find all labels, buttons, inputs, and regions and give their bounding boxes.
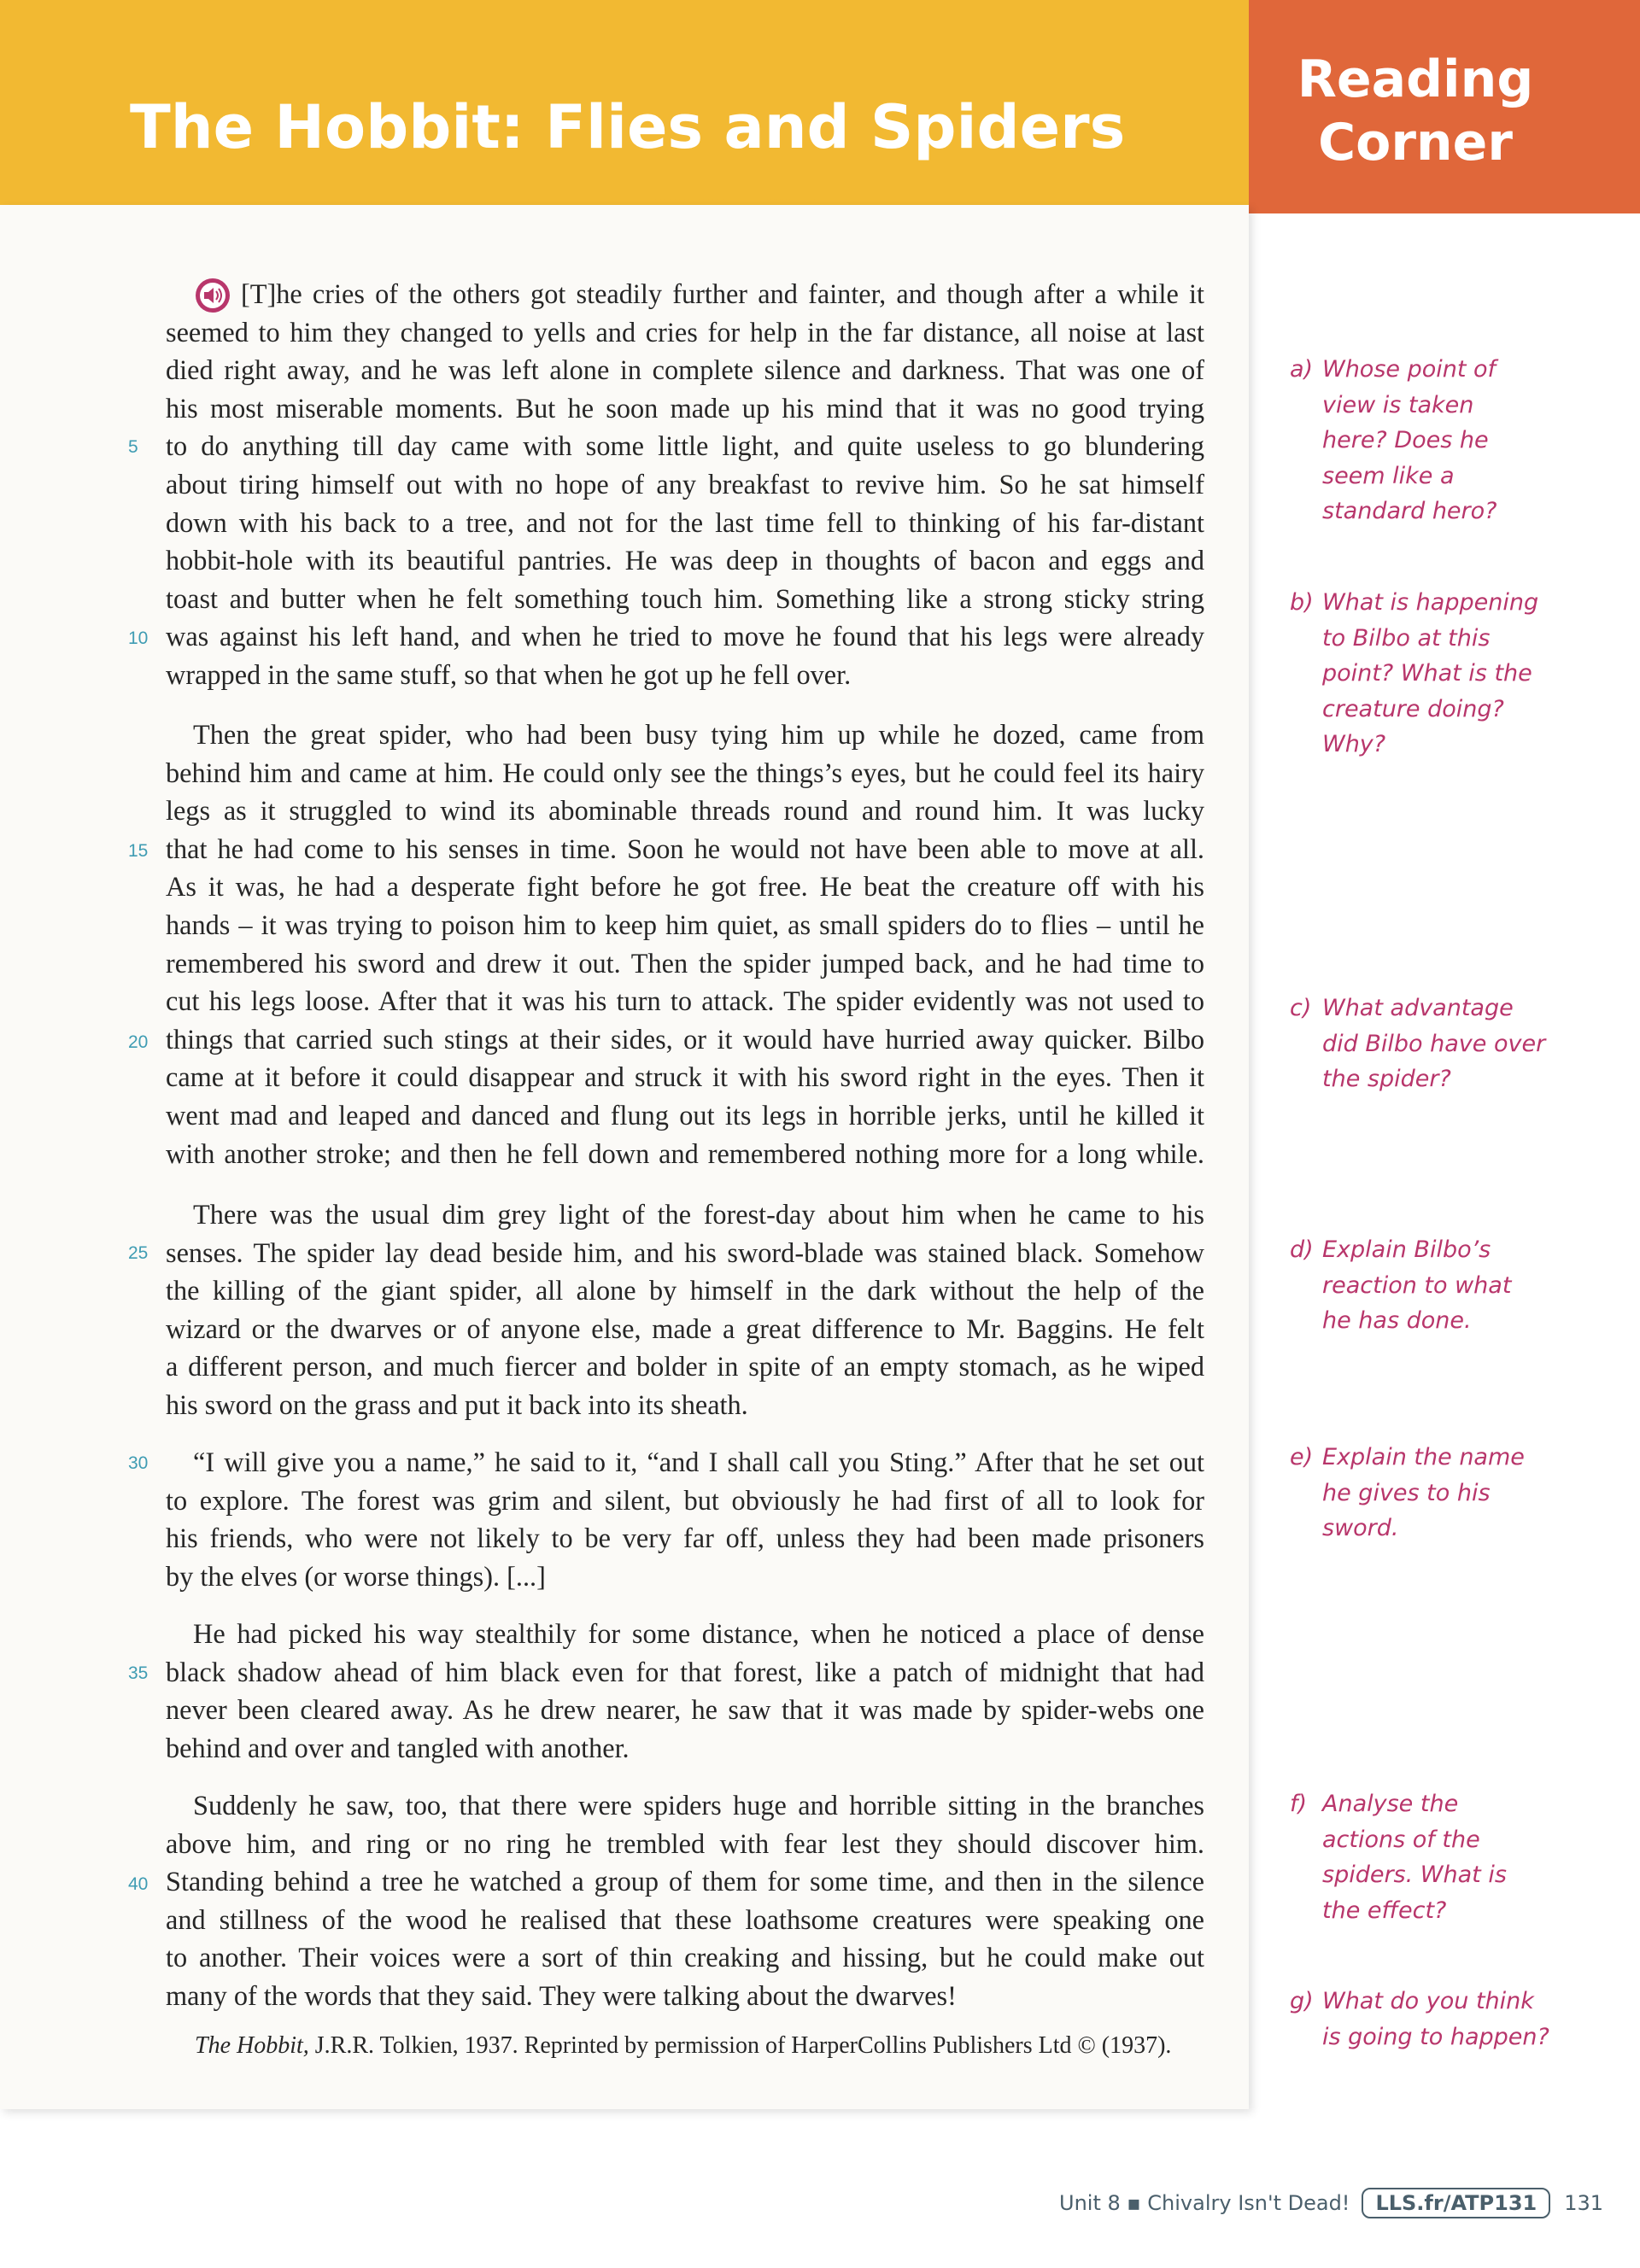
question-g [1290,1984,1563,2055]
credit-book-title: The Hobbit, [195,2032,309,2059]
text-line: [T]he cries of the others got steadily further and fainter, and though after a while it [241,278,1204,309]
line-number: 25 [128,1243,149,1263]
question-line: Analyse the [1322,1791,1459,1817]
question-line: view is taken [1322,391,1474,418]
text-line: senses. The spider lay dead beside him, and his sword-blade was stained black. Somehow [166,1236,1204,1268]
text-line: wrapped in the same stuff, so that when he got up he fell over. [166,658,852,690]
text-line: Then the great spider, who had been busy tying him up while he dozed, came from [193,719,1204,750]
question-label: f) [1290,1791,1308,1817]
question-c [1290,991,1563,1097]
text-line: seemed to him they changed to yells and cries for help in the far distance, all noise at last [166,316,1204,348]
question-line: What is happening [1322,589,1539,616]
question-line: creature doing? [1322,695,1504,722]
question-line: actions of the [1322,1826,1480,1853]
question-line: seem like a [1322,462,1455,489]
question-label: e) [1290,1444,1314,1470]
line-number: 30 [128,1453,149,1473]
question-label: b) [1290,589,1314,616]
question-line: he gives to his [1322,1479,1491,1506]
text-line: behind him and came at him. He could only see the things’s eyes, but he could feel its hairy [166,757,1204,788]
question-line: did Bilbo have over [1322,1030,1546,1057]
text-line: cut his legs loose. After that it was his turn to attack. The spider evidently was not used to [166,985,1204,1017]
text-line: Standing behind a tree he watched a group of them for some time, and then in the silence [166,1866,1204,1897]
text-line: black shadow ahead of him black even for that forest, like a patch of midnight that had [166,1656,1204,1687]
text-line: to another. Their voices were a sort of thin creaking and hissing, but he could make out [166,1942,1204,1973]
paragraph-2 [166,716,1204,1172]
text-line: As it was, he had a desperate fight before he got free. He beat the creature off with his [166,871,1204,903]
page-number: 131 [1564,2191,1604,2215]
question-b [1290,585,1563,763]
paragraph-6 [166,1786,1204,2015]
text-line: about tiring himself out with no hope of any breakfast to revive him. So he sat himself [166,468,1204,500]
text-line: a different person, and much fiercer and bolder in spite of an empty stomach, as he wiped [166,1351,1204,1382]
line-number: 5 [128,437,138,457]
text-line: He had picked his way stealthily for some distance, when he noticed a place of dense [193,1618,1204,1649]
text-line: hands – it was trying to poison him to keep him quiet, as small spiders do to flies – until he [166,909,1204,940]
text-line: wizard or the dwarves or of anyone else, made a great difference to Mr. Baggins. He felt [166,1312,1204,1344]
text-line: Suddenly he saw, too, that there were spiders huge and horrible sitting in the branches [193,1790,1204,1821]
text-line: legs as it struggled to wind its abominable threads round and round him. It was lucky [166,795,1204,827]
text-line: above him, and ring or no ring he trembled with fear lest they should discover him. [166,1827,1204,1859]
text-line: that he had come to his senses in time. Soon he would not have been able to move at all. [166,833,1204,864]
resource-link[interactable]: LLS.fr/ATP131 [1362,2188,1550,2218]
question-line: reaction to what [1322,1271,1512,1299]
question-line: What do you think [1322,1988,1534,2014]
text-line: to do anything till day came with some little light, and quite useless to go blundering [166,430,1204,462]
text-line: to explore. The forest was grim and silent, but obviously he had first of all to look for [166,1484,1204,1516]
text-line: There was the usual dim grey light of the forest-day about him when he came to his [193,1199,1204,1230]
reading-corner-line1: Reading [1297,50,1534,109]
reading-corner-line2: Corner [1318,113,1513,172]
question-line: the spider? [1322,1066,1451,1093]
question-line: standard hero? [1322,498,1497,525]
line-number: 35 [128,1663,149,1683]
text-line: hobbit-hole with its beautiful pantries. He was deep in thoughts of bacon and eggs and [166,545,1204,576]
question-line: spiders. What is [1322,1862,1507,1889]
question-label: a) [1290,356,1314,383]
text-line: his most miserable moments. But he soon made up his mind that it was no good trying [166,392,1204,424]
text-line: down with his back to a tree, and not for the last time fell to thinking of his far-distant [166,506,1204,538]
text-line: remembered his sword and drew it out. Then the spider jumped back, and he had time to [166,947,1204,979]
question-line: point? What is the [1322,660,1532,687]
question-line: the effect? [1322,1897,1447,1924]
question-line: he has done. [1322,1307,1472,1335]
text-line: things that carried such stings at their sides, or it would have hurried away quicker. Bilbo [166,1023,1204,1055]
text-line: the killing of the giant spider, all alone by himself in the dark without the help of the [166,1275,1204,1306]
page-footer [1059,2186,1603,2220]
question-line: to Bilbo at this [1322,624,1491,652]
text-line: came at it before it could disappear and struck it with his sword right in the eyes. Then it [166,1061,1204,1093]
question-line: Why? [1322,731,1386,758]
text-line: “I will give you a name,” he said to it, “and I shall call you Sting.” After that he set out [193,1447,1204,1477]
line-number: 15 [128,841,149,861]
paragraph-4 [166,1443,1204,1595]
paragraph-3 [166,1195,1204,1424]
line-number: 10 [128,628,149,648]
credit-details: J.R.R. Tolkien, 1937. Reprinted by permission of HarperCollins Publishers Ltd © (1937). [308,2032,1172,2059]
text-line: was against his left hand, and when he tried to move he found that his legs were already [166,621,1204,652]
line-number: 20 [128,1032,149,1052]
question-d [1290,1232,1563,1339]
question-f [1290,1786,1563,1928]
question-line: Explain Bilbo’s [1322,1236,1491,1263]
text-line: by the elves (or worse things). [...] [166,1560,546,1592]
paragraph-5 [166,1615,1204,1767]
question-a [1290,352,1563,529]
text-line: and stillness of the wood he realised that these loathsome creatures were speaking one [166,1903,1204,1935]
text-line: died right away, and he was left alone in complete silence and darkness. That was one of [166,354,1204,386]
question-e [1290,1440,1563,1546]
question-label: g) [1290,1988,1314,2014]
text-line: with another stroke; and then he fell down and remembered nothing more for a long while. [166,1137,1204,1169]
text-line: many of the words that they said. They were talking about the dwarves! [166,1979,957,2011]
text-line: behind and over and tangled with another. [166,1732,630,1763]
question-line: What advantage [1322,995,1514,1021]
question-line: Explain the name [1322,1444,1525,1470]
line-number: 40 [128,1874,149,1894]
reading-corner-heading [1249,48,1582,174]
question-line: sword. [1322,1515,1399,1542]
question-line: here? Does he [1322,427,1489,454]
text-line: went mad and leaped and danced and flung out its legs in horrible jerks, until he killed it [166,1099,1204,1131]
question-line: Whose point of [1322,356,1496,383]
unit-label: Unit 8 ▪ Chivalry Isn't Dead! [1059,2191,1350,2215]
paragraph-1 [166,275,1204,694]
text-line: his friends, who were not likely to be very far off, unless they had been made prisoners [166,1523,1204,1554]
text-line: toast and butter when he felt something touch him. Something like a strong sticky string [166,582,1204,614]
question-label: c) [1290,995,1312,1021]
text-line: his sword on the grass and put it back into its sheath. [166,1388,748,1420]
page-title: The Hobbit: Flies and Spiders [130,92,1126,162]
source-credit [195,2032,1211,2060]
question-line: is going to happen? [1322,2023,1549,2050]
question-label: d) [1290,1236,1314,1263]
text-line: never been cleared away. As he drew nearer, he saw that it was made by spider-webs one [166,1694,1204,1726]
